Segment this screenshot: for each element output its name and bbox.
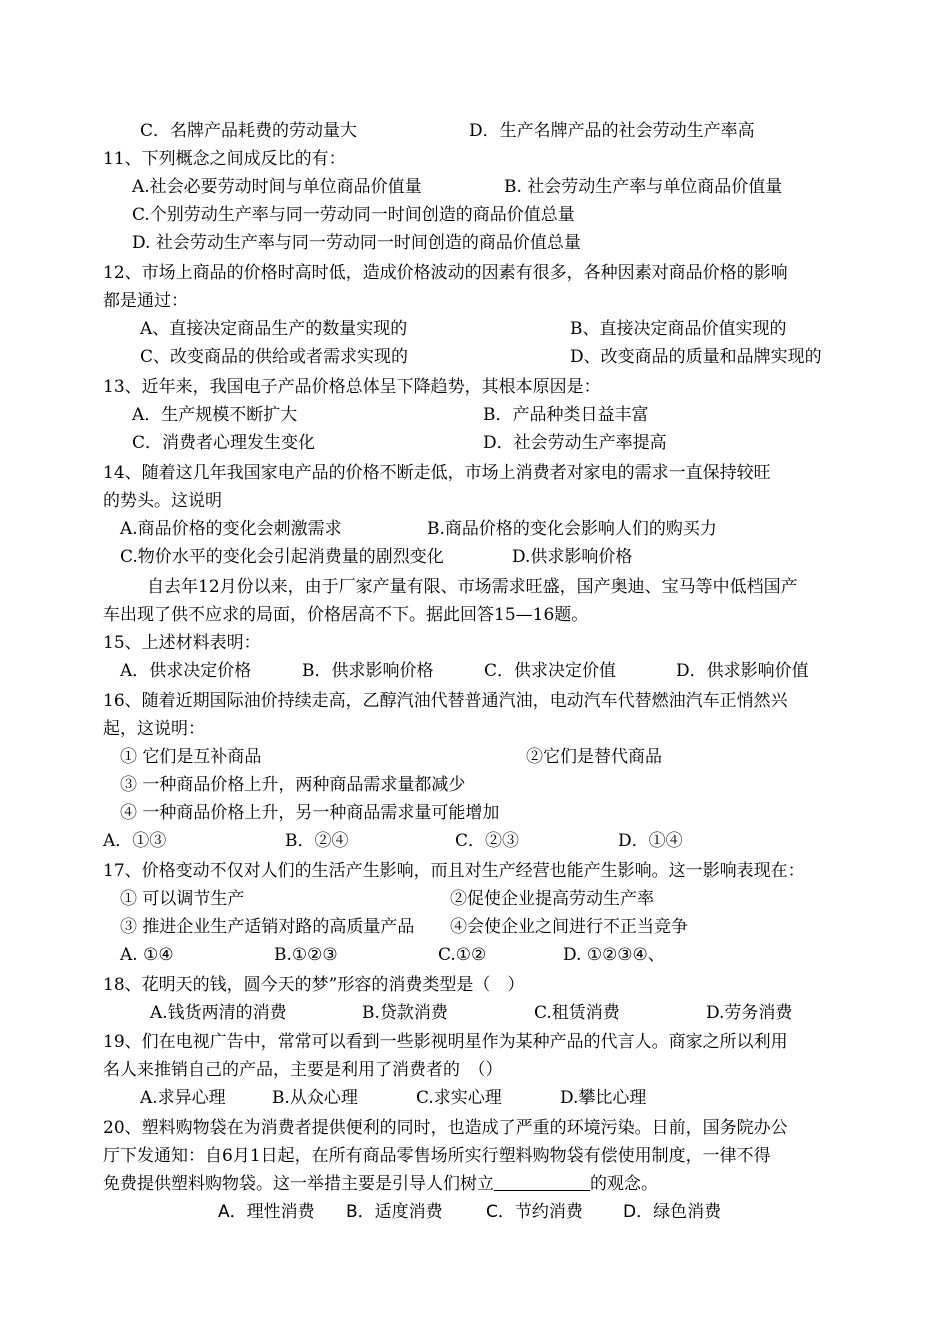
- question-11: 11、下列概念之间成反比的有：: [103, 149, 346, 169]
- option-row: [140, 1084, 647, 1112]
- statement-2: ②它们是替代商品: [526, 747, 662, 767]
- option-row: [218, 1198, 722, 1226]
- option-c: C.个别劳动生产率与同一劳动同一时间创造的商品价值总量: [132, 205, 575, 225]
- option-d: D.劳务消费: [706, 1003, 793, 1023]
- option-a: A.求异心理: [140, 1088, 226, 1108]
- statement-row: [120, 885, 654, 913]
- option-row: [120, 543, 633, 571]
- option-b: B.①②③: [274, 945, 338, 965]
- question-19: 19、们在电视广告中，常常可以看到一些影视明星作为某种产品的代言人。商家之所以利用: [103, 1032, 788, 1052]
- statement-3: ③ 一种商品价格上升，两种商品需求量都减少: [120, 775, 466, 795]
- question-12: 12、市场上商品的价格时高时低，造成价格波动的因素有很多，各种因素对商品价格的影响: [103, 263, 788, 283]
- question-20: 20、塑料购物袋在为消费者提供便利的同时，也造成了严重的环境污染。日前，国务院办公: [103, 1118, 788, 1138]
- option-b: B. 社会劳动生产率与单位商品价值量: [504, 177, 783, 197]
- statement-1: ① 可以调节生产: [120, 889, 245, 909]
- option-d: D．社会劳动生产率提高: [483, 433, 667, 453]
- option-b: B.从众心理: [272, 1088, 358, 1108]
- option-row: [140, 117, 755, 145]
- option-c: C．节约消费: [486, 1202, 583, 1222]
- option-a: A．①③: [103, 831, 167, 851]
- option-a: A.社会必要劳动时间与单位商品价值量: [132, 177, 422, 197]
- question-13: 13、近年来，我国电子产品价格总体呈下降趋势，其根本原因是：: [103, 377, 601, 397]
- option-a: A．生产规模不断扩大: [132, 405, 298, 425]
- option-d: D．①④: [618, 831, 683, 851]
- option-d: D.攀比心理: [560, 1088, 647, 1108]
- option-d: D．供求影响价值: [676, 661, 809, 681]
- option-b: B．产品种类日益丰富: [483, 405, 649, 425]
- option-d: D.供求影响价格: [512, 547, 633, 567]
- statement-row: [120, 743, 662, 771]
- option-b: B.贷款消费: [362, 1003, 448, 1023]
- statement-row: [120, 913, 688, 941]
- option-row: [132, 401, 649, 429]
- option-a: A．理性消费: [218, 1202, 315, 1222]
- statement-1: ① 它们是互补商品: [120, 747, 262, 767]
- statement-4: ④ 一种商品价格上升，另一种商品需求量可能增加: [120, 803, 500, 823]
- option-c: C.求实心理: [416, 1088, 502, 1108]
- question-14: 14、随着这几年我国家电产品的价格不断走低，市场上消费者对家电的需求一直保持较旺: [103, 463, 771, 483]
- question-14-cont: 的势头。这说明: [103, 491, 222, 511]
- option-c: C、改变商品的供给或者需求实现的: [140, 347, 409, 367]
- option-b: B．适度消费: [346, 1202, 443, 1222]
- material-paragraph: 自去年12月份以来，由于厂家产量有限、市场需求旺盛，国产奥迪、宝马等中低档国产: [147, 577, 798, 597]
- option-b: B．②④: [285, 831, 349, 851]
- option-row: [120, 657, 809, 685]
- answer-blank: [494, 1172, 590, 1191]
- option-c: C.①②: [438, 945, 487, 965]
- option-d: D．绿色消费: [623, 1202, 722, 1222]
- option-a: A. ①④: [120, 945, 174, 965]
- option-row: [120, 515, 717, 543]
- option-c: C．消费者心理发生变化: [132, 433, 316, 453]
- question-19-cont: 名人来推销自己的产品，主要是利用了消费者的 （）: [103, 1060, 503, 1080]
- option-row: [132, 173, 783, 201]
- question-12-cont: 都是通过：: [103, 291, 188, 311]
- option-a: A、直接决定商品生产的数量实现的: [140, 319, 408, 339]
- statement-3: ③ 推进企业生产适销对路的高质量产品: [120, 917, 415, 937]
- statement-4: ④会使企业之间进行不正当竞争: [450, 917, 688, 937]
- blank-prefix: 免费提供塑料购物袋。这一举措主要是引导人们树立: [103, 1174, 494, 1194]
- question-16-cont: 起，这说明：: [103, 719, 205, 739]
- option-d: D. ①②③④、: [563, 945, 665, 965]
- option-row: [150, 999, 793, 1027]
- option-c: C.租赁消费: [534, 1003, 620, 1023]
- option-d: D、改变商品的质量和品牌实现的: [570, 347, 822, 367]
- question-20-blank-line: [103, 1170, 658, 1198]
- option-row: [140, 315, 787, 343]
- option-c: C．供求决定价值: [484, 661, 617, 681]
- option-row: [103, 827, 683, 855]
- option-a: A.钱货两清的消费: [150, 1003, 287, 1023]
- question-17: 17、价格变动不仅对人们的生活产生影响，而且对生产经营也能产生影响。这一影响表现在：: [103, 861, 805, 881]
- option-a: A．供求决定价格: [120, 661, 252, 681]
- question-20-cont: 厅下发通知：自6月1日起，在所有商品零售场所实行塑料购物袋有偿使用制度，一律不得: [103, 1146, 771, 1166]
- option-b: B.商品价格的变化会影响人们的购买力: [427, 519, 717, 539]
- question-15: 15、上述材料表明：: [103, 633, 261, 653]
- blank-suffix: 的观念。: [590, 1174, 658, 1194]
- option-c: C．②③: [455, 831, 520, 851]
- option-row: [120, 941, 665, 969]
- question-16: 16、随着近期国际油价持续走高，乙醇汽油代替普通汽油，电动汽车代替燃油汽车正悄然兴: [103, 691, 788, 711]
- statement-2: ②促使企业提高劳动生产率: [450, 889, 654, 909]
- option-row: [132, 429, 667, 457]
- option-row: [140, 343, 822, 371]
- option-b: B、直接决定商品价值实现的: [570, 319, 787, 339]
- material-paragraph-cont: 车出现了供不应求的局面，价格居高不下。据此回答15—16题。: [103, 605, 589, 625]
- option-c: C.物价水平的变化会引起消费量的剧烈变化: [120, 547, 444, 567]
- option-c: C．名牌产品耗费的劳动量大: [140, 121, 358, 141]
- option-a: A.商品价格的变化会刺激需求: [120, 519, 342, 539]
- question-18: 18、花明天的钱，圆今天的梦”形容的消费类型是（ ）: [103, 975, 525, 995]
- option-d: D．生产名牌产品的社会劳动生产率高: [469, 121, 755, 141]
- option-d: D. 社会劳动生产率与同一劳动同一时间创造的商品价值总量: [132, 233, 581, 253]
- option-b: B．供求影响价格: [302, 661, 434, 681]
